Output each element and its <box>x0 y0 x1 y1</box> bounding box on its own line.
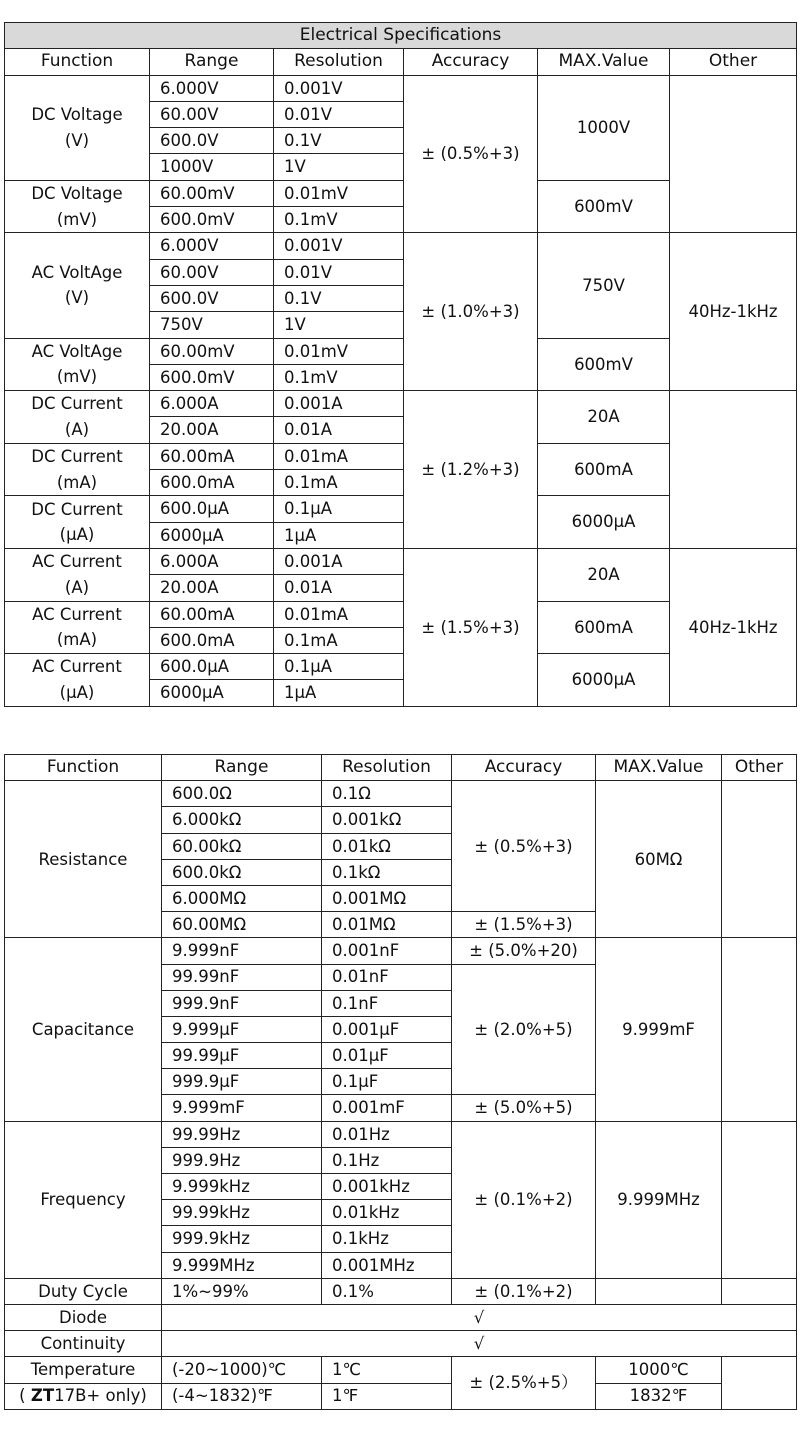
resolution-cell: 0.1mV <box>274 364 404 390</box>
max-value-cell: 6000µA <box>538 654 670 707</box>
resolution-cell: 1µA <box>274 680 404 706</box>
resolution-cell: 0.001nF <box>322 938 452 964</box>
max-value-cell: 6000µA <box>538 496 670 549</box>
range-cell: 9.999MHz <box>162 1252 322 1278</box>
resolution-cell: 0.01A <box>274 575 404 601</box>
resolution-cell: 1℃ <box>322 1357 452 1383</box>
max-value-cell: 1832℉ <box>596 1383 722 1409</box>
function-cell: Capacitance <box>5 938 162 1121</box>
resolution-cell: 0.01mV <box>274 338 404 364</box>
header-resolution: Resolution <box>274 49 404 75</box>
range-cell: 600.0Ω <box>162 781 322 807</box>
range-cell: 600.0µA <box>150 496 274 522</box>
range-cell: 99.99µF <box>162 1043 322 1069</box>
resolution-cell: 0.1µA <box>274 654 404 680</box>
function-cell: Temperature <box>5 1357 162 1383</box>
resolution-cell: 0.1µF <box>322 1069 452 1095</box>
function-cell: AC VoltAge (mV) <box>5 338 150 391</box>
resolution-cell: 0.1nF <box>322 990 452 1016</box>
other-cell <box>722 1121 797 1278</box>
range-cell: 6.000V <box>150 75 274 101</box>
range-cell: 6.000MΩ <box>162 885 322 911</box>
range-cell: 9.999nF <box>162 938 322 964</box>
header-accuracy: Accuracy <box>452 755 596 781</box>
range-cell: 6.000kΩ <box>162 807 322 833</box>
check-mark: √ <box>162 1304 797 1330</box>
range-cell: 60.00MΩ <box>162 912 322 938</box>
resolution-cell: 1µA <box>274 522 404 548</box>
function-cell: Diode <box>5 1304 162 1330</box>
header-function: Function <box>5 755 162 781</box>
header-range: Range <box>162 755 322 781</box>
header-function: Function <box>5 49 150 75</box>
range-cell: 600.0V <box>150 128 274 154</box>
resolution-cell: 0.001kΩ <box>322 807 452 833</box>
range-cell: 6000µA <box>150 522 274 548</box>
accuracy-cell: ± (0.1%+2) <box>452 1278 596 1304</box>
resolution-cell: 0.001kHz <box>322 1174 452 1200</box>
resolution-cell: 0.01kΩ <box>322 833 452 859</box>
resolution-cell: 0.01V <box>274 259 404 285</box>
resolution-cell: 0.1V <box>274 128 404 154</box>
model-note: ( ZT17B+ only) <box>5 1383 162 1409</box>
accuracy-cell: ± (5.0%+5) <box>452 1095 596 1121</box>
resolution-cell: 0.01V <box>274 101 404 127</box>
resolution-cell: 0.01MΩ <box>322 912 452 938</box>
resolution-cell: 0.001V <box>274 233 404 259</box>
resolution-cell: 0.001mF <box>322 1095 452 1121</box>
function-cell: Duty Cycle <box>5 1278 162 1304</box>
resolution-cell: 1V <box>274 154 404 180</box>
range-cell: 600.0mV <box>150 364 274 390</box>
resolution-cell: 0.1mA <box>274 470 404 496</box>
range-cell: 999.9kHz <box>162 1226 322 1252</box>
range-cell: 1000V <box>150 154 274 180</box>
range-cell: 60.00mA <box>150 443 274 469</box>
resolution-cell: 0.01mV <box>274 180 404 206</box>
resolution-cell: 0.01mA <box>274 443 404 469</box>
resolution-cell: 0.1mV <box>274 207 404 233</box>
header-other: Other <box>722 755 797 781</box>
range-cell: 9.999mF <box>162 1095 322 1121</box>
other-cell: 40Hz-1kHz <box>670 548 797 706</box>
accuracy-cell: ± (0.1%+2) <box>452 1121 596 1278</box>
function-cell: DC Current (A) <box>5 391 150 444</box>
table-title: Electrical Specifications <box>5 23 797 49</box>
accuracy-cell: ± (1.5%+3) <box>452 912 596 938</box>
resolution-cell: 0.001MHz <box>322 1252 452 1278</box>
max-value-cell <box>596 1278 722 1304</box>
range-cell: 600.0mA <box>150 470 274 496</box>
max-value-cell: 600mV <box>538 180 670 233</box>
function-cell: DC Voltage (mV) <box>5 180 150 233</box>
header-range: Range <box>150 49 274 75</box>
other-cell <box>670 391 797 549</box>
max-value-cell: 9.999mF <box>596 938 722 1121</box>
resolution-cell: 0.001MΩ <box>322 885 452 911</box>
header-other: Other <box>670 49 797 75</box>
function-cell: Frequency <box>5 1121 162 1278</box>
range-cell: 600.0mV <box>150 207 274 233</box>
resolution-cell: 0.1Ω <box>322 781 452 807</box>
accuracy-cell: ± (1.5%+3) <box>404 548 538 706</box>
accuracy-cell: ± (2.0%+5) <box>452 964 596 1095</box>
range-cell: (-4~1832)℉ <box>162 1383 322 1409</box>
accuracy-cell: ± (5.0%+20) <box>452 938 596 964</box>
resolution-cell: 0.001A <box>274 548 404 574</box>
function-cell: AC Current (A) <box>5 548 150 601</box>
max-value-cell: 60MΩ <box>596 781 722 938</box>
range-cell: 20.00A <box>150 417 274 443</box>
range-cell: 60.00mV <box>150 338 274 364</box>
range-cell: 20.00A <box>150 575 274 601</box>
function-cell: AC Current (µA) <box>5 654 150 707</box>
resolution-cell: 0.01Hz <box>322 1121 452 1147</box>
resolution-cell: 0.1mA <box>274 627 404 653</box>
header-max-value: MAX.Value <box>596 755 722 781</box>
range-cell: 999.9nF <box>162 990 322 1016</box>
range-cell: (-20~1000)℃ <box>162 1357 322 1383</box>
function-cell: DC Voltage (V) <box>5 75 150 180</box>
resolution-cell: 0.001µF <box>322 1016 452 1042</box>
resolution-cell: 0.1% <box>322 1278 452 1304</box>
other-cell <box>670 75 797 233</box>
header-resolution: Resolution <box>322 755 452 781</box>
header-max-value: MAX.Value <box>538 49 670 75</box>
resolution-cell: 0.01mA <box>274 601 404 627</box>
max-value-cell: 20A <box>538 548 670 601</box>
max-value-cell: 20A <box>538 391 670 444</box>
range-cell: 750V <box>150 312 274 338</box>
accuracy-cell: ± (2.5%+5） <box>452 1357 596 1409</box>
max-value-cell: 600mV <box>538 338 670 391</box>
accuracy-cell: ± (0.5%+3) <box>452 781 596 912</box>
resolution-cell: 0.1µA <box>274 496 404 522</box>
resolution-cell: 1℉ <box>322 1383 452 1409</box>
function-cell: Resistance <box>5 781 162 938</box>
range-cell: 600.0mA <box>150 627 274 653</box>
range-cell: 60.00mV <box>150 180 274 206</box>
range-cell: 99.99kHz <box>162 1200 322 1226</box>
range-cell: 600.0µA <box>150 654 274 680</box>
resolution-cell: 0.1kΩ <box>322 859 452 885</box>
function-cell: DC Current (mA) <box>5 443 150 496</box>
max-value-cell: 600mA <box>538 601 670 654</box>
resolution-cell: 0.1Hz <box>322 1147 452 1173</box>
range-cell: 9.999kHz <box>162 1174 322 1200</box>
range-cell: 6.000A <box>150 391 274 417</box>
max-value-cell: 9.999MHz <box>596 1121 722 1278</box>
resolution-cell: 0.01A <box>274 417 404 443</box>
range-cell: 99.99Hz <box>162 1121 322 1147</box>
range-cell: 60.00mA <box>150 601 274 627</box>
range-cell: 600.0V <box>150 285 274 311</box>
function-cell: AC Current (mA) <box>5 601 150 654</box>
range-cell: 6000µA <box>150 680 274 706</box>
resolution-cell: 1V <box>274 312 404 338</box>
max-value-cell: 600mA <box>538 443 670 496</box>
resolution-cell: 0.001V <box>274 75 404 101</box>
function-cell: DC Current (µA) <box>5 496 150 549</box>
check-mark: √ <box>162 1331 797 1357</box>
range-cell: 1%~99% <box>162 1278 322 1304</box>
resolution-cell: 0.1V <box>274 285 404 311</box>
other-cell <box>722 938 797 1121</box>
other-cell <box>722 1278 797 1304</box>
range-cell: 6.000V <box>150 233 274 259</box>
electrical-specifications-table <box>4 22 797 707</box>
range-cell: 9.999µF <box>162 1016 322 1042</box>
max-value-cell: 1000V <box>538 75 670 180</box>
accuracy-cell: ± (0.5%+3) <box>404 75 538 233</box>
range-cell: 60.00V <box>150 101 274 127</box>
max-value-cell: 1000℃ <box>596 1357 722 1383</box>
resolution-cell: 0.1kHz <box>322 1226 452 1252</box>
other-functions-table <box>4 754 797 1410</box>
range-cell: 600.0kΩ <box>162 859 322 885</box>
other-cell <box>722 781 797 938</box>
range-cell: 999.9Hz <box>162 1147 322 1173</box>
header-accuracy: Accuracy <box>404 49 538 75</box>
resolution-cell: 0.01µF <box>322 1043 452 1069</box>
range-cell: 60.00V <box>150 259 274 285</box>
resolution-cell: 0.01nF <box>322 964 452 990</box>
other-cell <box>722 1357 797 1409</box>
max-value-cell: 750V <box>538 233 670 338</box>
resolution-cell: 0.01kHz <box>322 1200 452 1226</box>
other-cell: 40Hz-1kHz <box>670 233 797 391</box>
resolution-cell: 0.001A <box>274 391 404 417</box>
range-cell: 6.000A <box>150 548 274 574</box>
range-cell: 999.9µF <box>162 1069 322 1095</box>
function-cell: Continuity <box>5 1331 162 1357</box>
accuracy-cell: ± (1.2%+3) <box>404 391 538 549</box>
range-cell: 60.00kΩ <box>162 833 322 859</box>
function-cell: AC VoltAge (V) <box>5 233 150 338</box>
range-cell: 99.99nF <box>162 964 322 990</box>
accuracy-cell: ± (1.0%+3) <box>404 233 538 391</box>
